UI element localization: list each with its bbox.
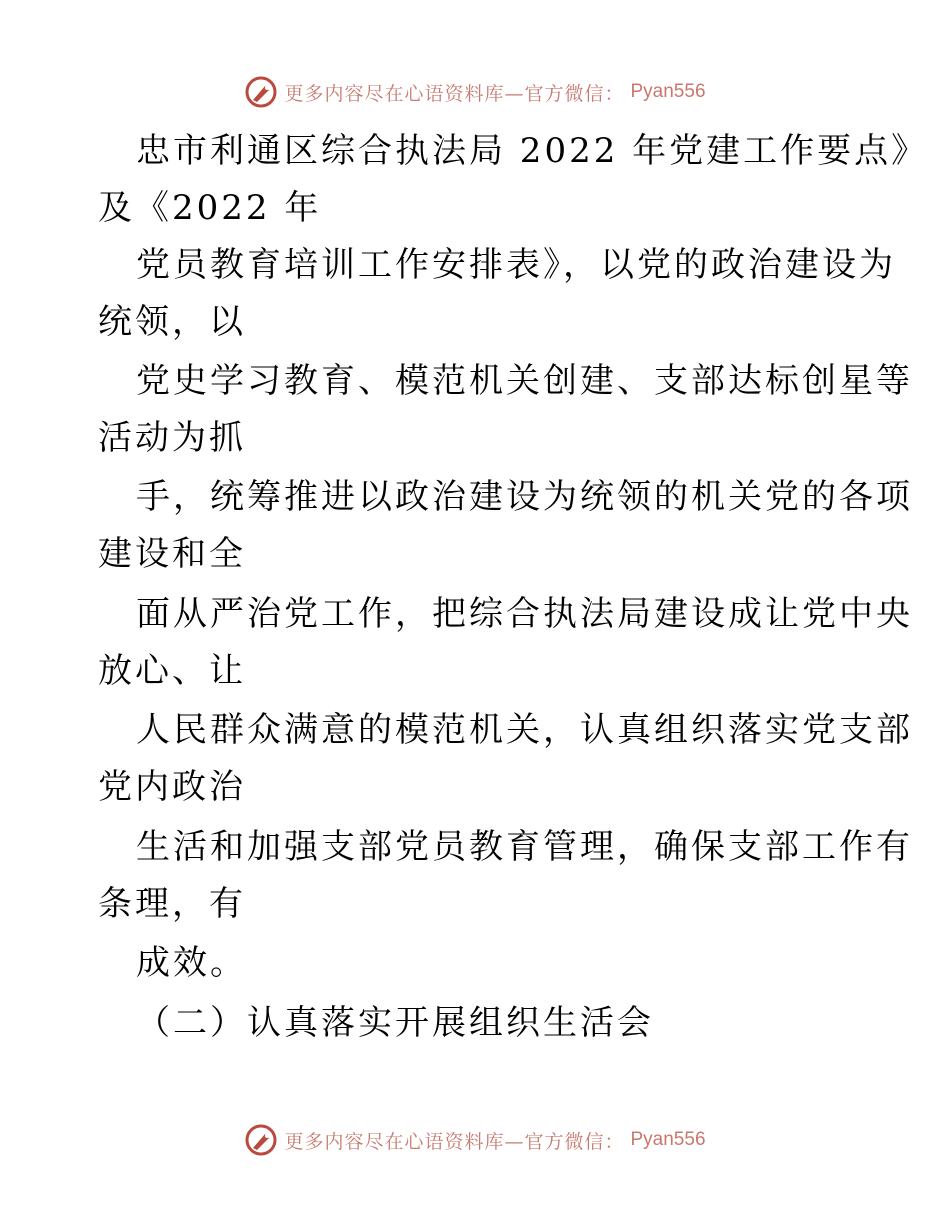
text-line: 条理，有 — [98, 884, 246, 924]
text-line: 手，统筹推进以政治建设为统领的机关党的各项 — [136, 477, 913, 517]
watermark-text: 更多内容尽在心语资料库—官方微信： — [284, 82, 625, 105]
watermark-text: 更多内容尽在心语资料库—官方微信： — [284, 1130, 625, 1153]
watermark-account: Pyan556 — [630, 1129, 706, 1150]
text-line: 建设和全 — [98, 534, 246, 574]
text-line: 统领，以 — [98, 302, 246, 342]
text-line: 党员教育培训工作安排表》，以党的政治建设为 — [136, 245, 896, 285]
text-line: 党内政治 — [98, 767, 246, 807]
pen-nib-logo-icon — [244, 1123, 278, 1157]
text-line: 党史学习教育、模范机关创建、支部达标创星等 — [136, 361, 913, 401]
text-line: 生活和加强支部党员教育管理，确保支部工作有 — [136, 827, 913, 867]
pen-nib-logo-icon — [244, 75, 278, 109]
text-line: 放心、让 — [98, 651, 246, 691]
text-line: 忠市利通区综合执法局 2022 年党建工作要点》 — [136, 131, 929, 171]
watermark-account: Pyan556 — [630, 81, 706, 102]
text-line: 成效。 — [136, 943, 247, 983]
text-line: 面从严治党工作，把综合执法局建设成让党中央 — [136, 594, 913, 634]
text-line: 活动为抓 — [98, 418, 246, 458]
header-watermark — [0, 72, 950, 112]
text-line: 及《2022 年 — [98, 188, 322, 228]
section-heading: （二）认真落实开展组织生活会 — [136, 1003, 654, 1043]
footer-watermark — [0, 1120, 950, 1160]
text-line: 人民群众满意的模范机关，认真组织落实党支部 — [136, 710, 913, 750]
